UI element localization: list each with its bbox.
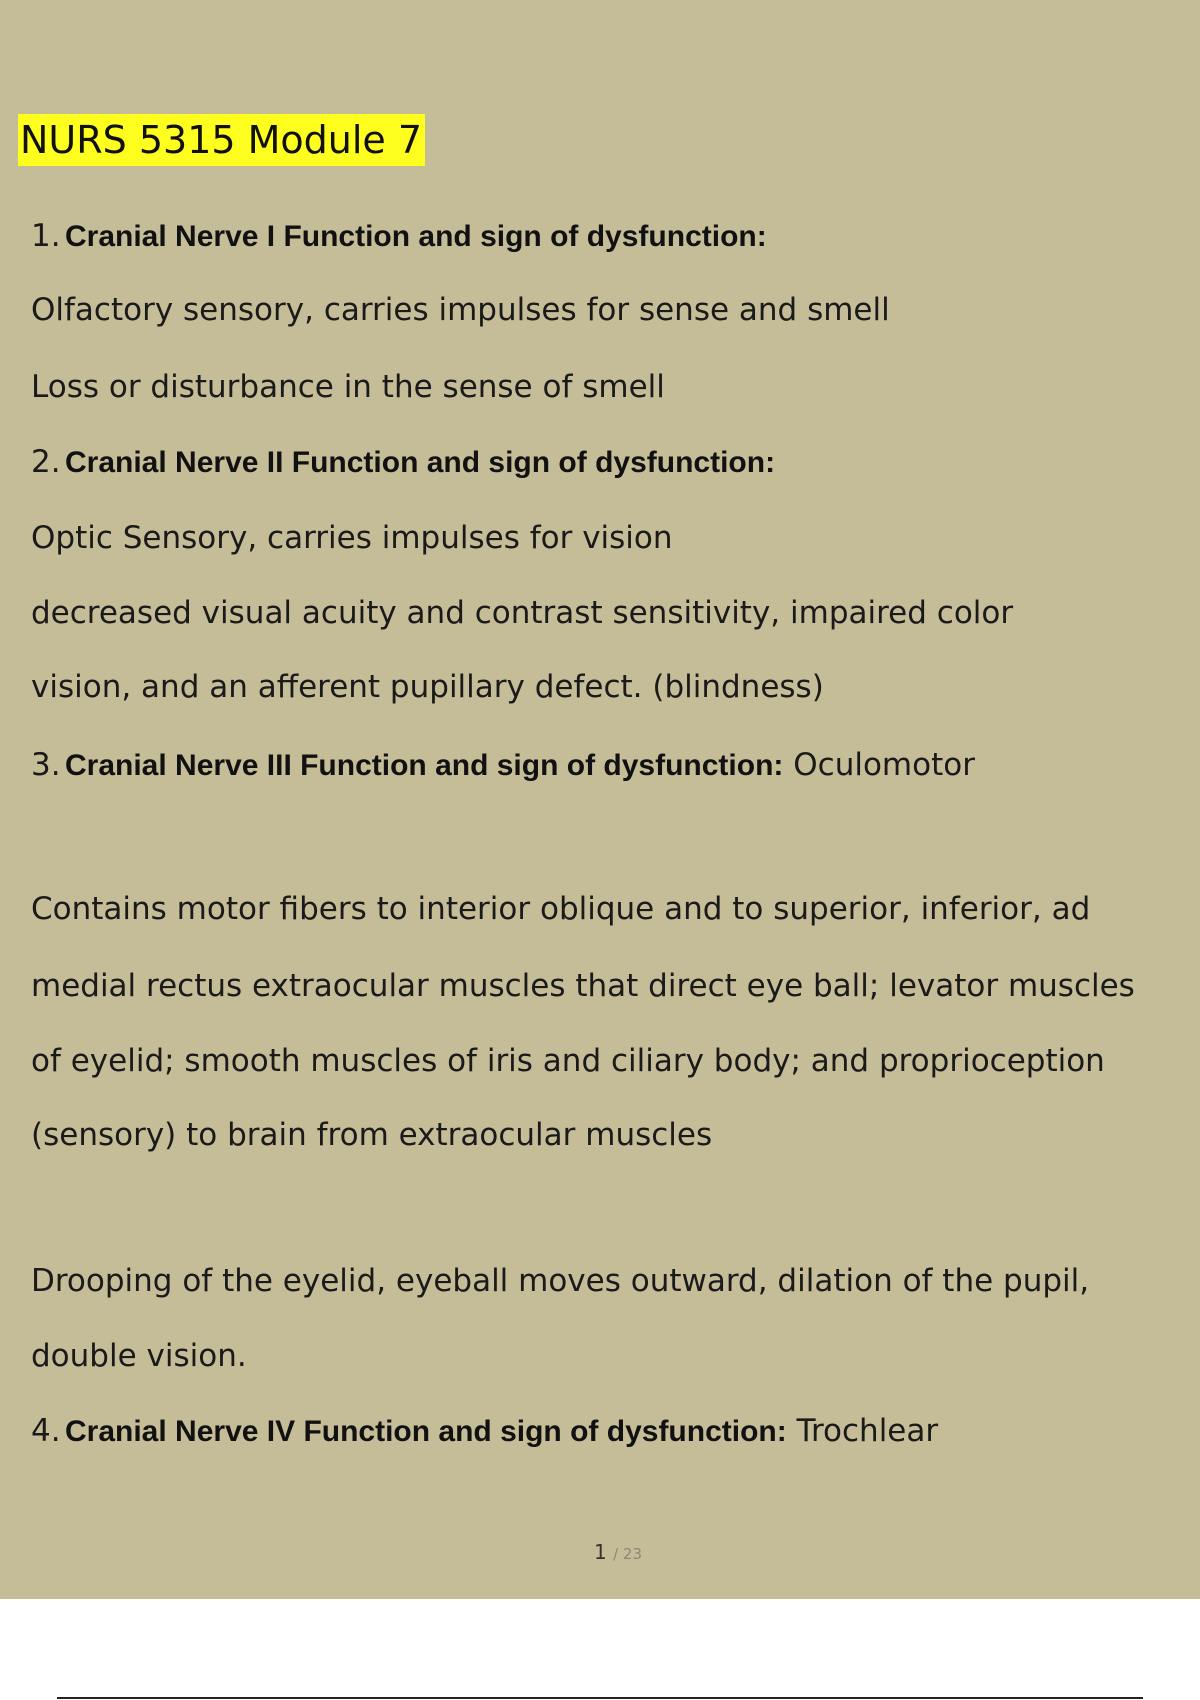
item-heading-suffix: Oculomotor	[783, 747, 975, 783]
item-1-line-2: Loss or disturbance in the sense of smell	[31, 369, 665, 405]
item-3-line-4: (sensory) to brain from extraocular muscles	[31, 1117, 713, 1153]
item-number: 1.	[31, 218, 61, 254]
item-heading-text: Cranial Nerve III Function and sign of dysfunction:	[65, 749, 784, 782]
item-2-line-2: decreased visual acuity and contrast sensitivity, impaired color	[31, 595, 1014, 631]
page-indicator	[0, 1540, 1200, 1564]
item-number: 4.	[31, 1413, 61, 1449]
item-3-line-2: medial rectus extraocular muscles that direct eye ball; levator muscles	[31, 968, 1135, 1004]
item-number: 2.	[31, 444, 61, 480]
item-3-line-6: double vision.	[31, 1338, 247, 1374]
page-divider	[57, 1697, 1143, 1699]
page-current: 1	[593, 1540, 607, 1564]
document-title: NURS 5315 Module 7	[18, 114, 425, 166]
item-heading-text: Cranial Nerve II Function and sign of dysfunction:	[65, 446, 776, 479]
item-2-line-3: vision, and an afferent pupillary defect. (blindness)	[31, 669, 824, 705]
item-number: 3.	[31, 747, 61, 783]
item-3-line-1: Contains motor fibers to interior oblique and to superior, inferior, ad	[31, 891, 1091, 927]
item-2-line-1: Optic Sensory, carries impulses for vision	[31, 520, 673, 556]
page-total: / 23	[613, 1545, 642, 1563]
item-heading-3	[31, 745, 975, 786]
item-heading-4	[31, 1411, 938, 1452]
item-heading-2	[31, 442, 775, 483]
item-3-line-5: Drooping of the eyelid, eyeball moves outward, dilation of the pupil,	[31, 1263, 1090, 1299]
item-heading-1	[31, 216, 767, 257]
item-3-line-3: of eyelid; smooth muscles of iris and ciliary body; and proprioception	[31, 1043, 1105, 1079]
item-heading-text: Cranial Nerve IV Function and sign of dysfunction:	[65, 1415, 787, 1448]
item-heading-suffix: Trochlear	[786, 1413, 939, 1449]
item-1-line-1: Olfactory sensory, carries impulses for sense and smell	[31, 292, 890, 328]
item-heading-text: Cranial Nerve I Function and sign of dysfunction:	[65, 220, 767, 253]
